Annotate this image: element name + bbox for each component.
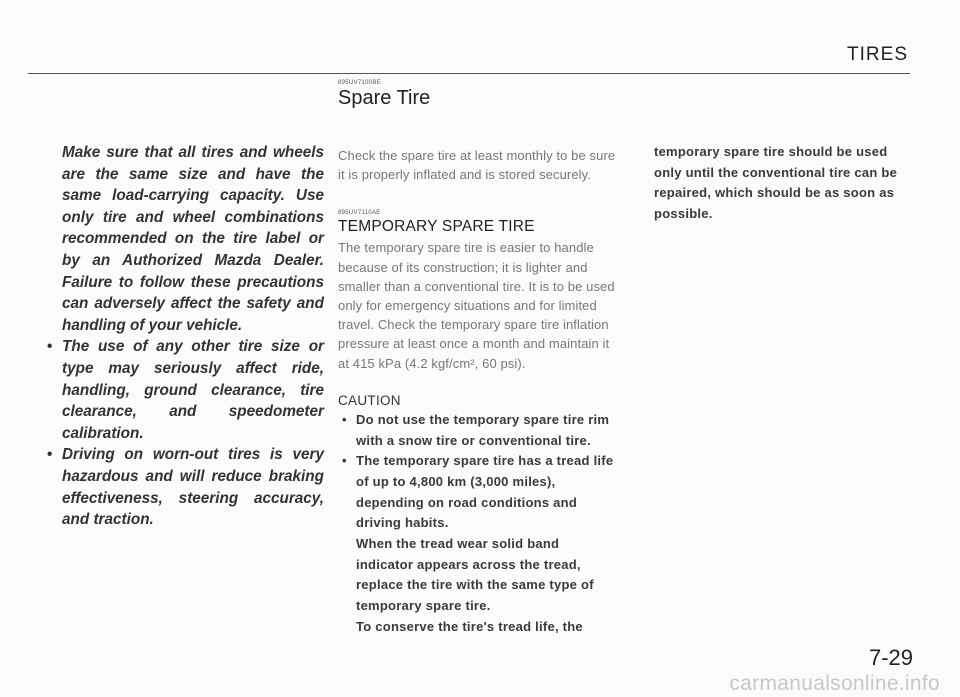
warning-list [62,336,324,530]
header-rule [28,73,910,74]
continued-column [654,142,916,225]
caution-text-continued: To conserve the tire's tread life, the [356,618,583,634]
section-code: 895UV7100BE [338,80,381,86]
warning-intro: Make sure that all tires and wheels are the same size and have the same load-carrying capacity. Use only tire and wheel combinations recommended on the tire label or by an Authorized Mazda Dealer. Failure to follow these precautions can adversely affect the safety and handling of your vehicle. [62,144,324,334]
temp-spare-text: The temporary spare tire is easier to handle because of its construction; it is lighter and smaller than a conventional tire. It is to be used only for emergency situations and for limited travel. Check the temporary spare tire inflation pressure at least once a month and maintain it at 415 kPa (4.2 kgf/cm², 60 psi). [338,240,615,371]
caution-bullet [356,410,618,451]
caution-bullet [356,451,618,637]
caution-text: • Do not use the temporary spare tire rim with a snow tire or conventional tire. [356,411,610,448]
warning-bullet: • Driving on worn-out tires is very hazardous and will reduce braking effectiveness, steering accuracy, and traction. [62,444,324,530]
chapter-title: TIRES [847,44,908,65]
caution-list [338,410,618,638]
warning-column [62,142,324,531]
page-number: 7-29 [868,645,913,670]
spare-tire-column [338,146,618,638]
warning-bullet: • The use of any other tire size or type may seriously affect ride, handling, ground clearance, tire clearance, and speedometer calibration. [62,336,324,444]
caution-text-continued: When the tread wear solid band indicator appears across the tread, replace the tire with the same type of temporary spare tire. [356,536,594,614]
continued-text: temporary spare tire should be used only until the conventional tire can be repaired, which should be as soon as possible. [654,144,898,222]
temp-spare-heading: TEMPORARY SPARE TIRE [338,218,535,236]
watermark: carmanualsonline.info [729,672,940,695]
section-title: Spare Tire [338,87,431,109]
spare-tire-text: Check the spare tire at least monthly to be sure it is properly inflated and is stored securely. [338,148,616,183]
temp-spare-code: 895UV7110AE [338,210,381,217]
caution-text: • The temporary spare tire has a tread life of up to 4,800 km (3,000 miles), depending on road conditions and driving habits. [356,453,614,531]
caution-label: CAUTION [338,392,401,408]
